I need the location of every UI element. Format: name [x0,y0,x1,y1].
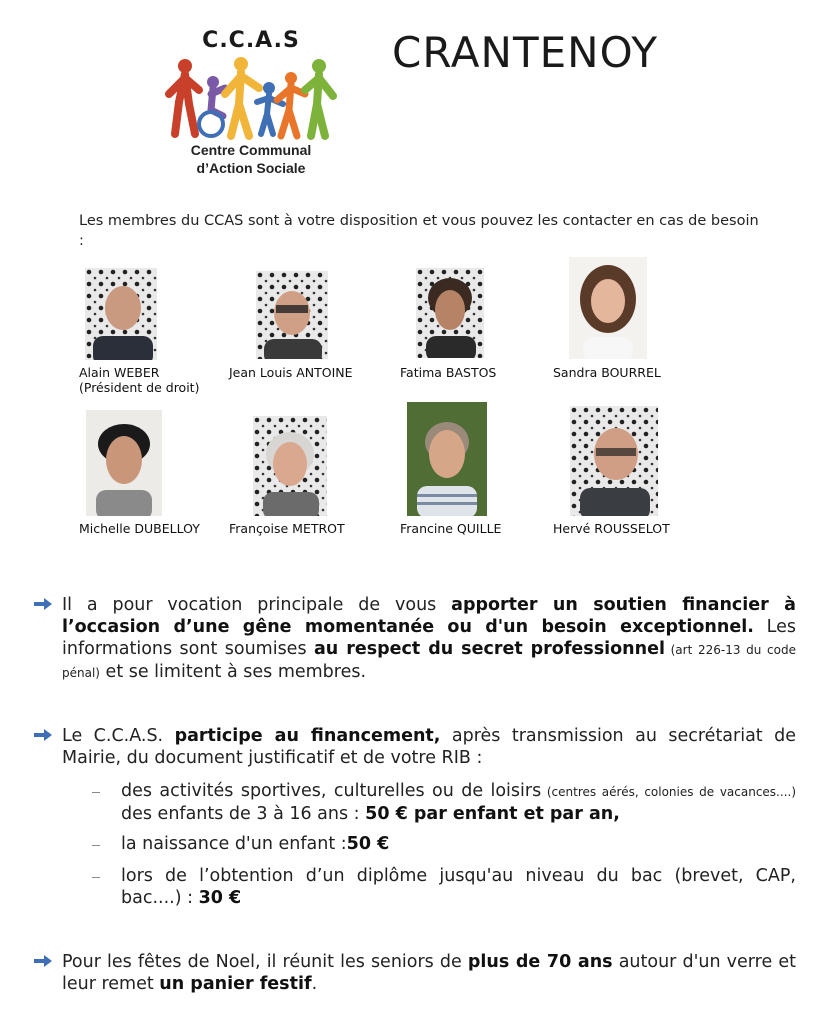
aid-item-naissance [121,833,796,855]
intro-text: Les membres du CCAS sont à votre disposition et vous pouvez les contacter en cas de besoin : [79,213,759,249]
member-photo [416,268,484,358]
text: des enfants de 3 à 16 ans : [121,804,366,824]
ccas-logo [165,28,337,180]
arrow-bullet-icon [34,955,52,967]
aid-item-diplome [121,865,796,909]
member-photo [407,402,487,516]
emphasis: plus de 70 ans [467,952,613,972]
member-role: (Président de droit) [79,380,200,395]
text: après transmission au secrétariat de Mairie, du document justificatif et de votre RIB : [62,726,796,768]
member-name: Sandra BOURREL [553,365,661,380]
arrow-bullet-icon [34,598,52,610]
member-name: Alain WEBER [79,365,160,380]
member-name: Jean Louis ANTOINE [229,365,353,380]
logo-acronym: C.C.A.S [202,28,300,53]
logo-people-graphic [165,54,337,142]
text: Il a pour vocation principale de vous [62,595,452,615]
text: Le C.C.A.S. [62,726,175,746]
member-name: Fatima BASTOS [400,365,497,380]
emphasis: au respect du secret professionnel [314,639,665,659]
member-name: Francine QUILLE [400,521,502,536]
aid-item-activities [121,780,796,825]
paragraph-financement [62,725,796,769]
emphasis: un panier festif [159,974,312,994]
member-name: Hervé ROUSSELOT [553,521,670,536]
member-name: Françoise METROT [229,521,345,536]
legal-reference: (art 226-13 du code pénal) [62,643,796,680]
text: la naissance d'un enfant : [121,834,347,854]
paragraph-vocation [62,594,796,684]
member-name: Michelle DUBELLOY [79,521,200,536]
dash-bullet [92,877,100,878]
member-photo [253,416,327,516]
text: . [311,974,318,994]
dash-bullet [92,792,100,793]
text: autour d'un verre et leur remet [62,952,796,994]
logo-line1: Centre Communal [190,142,312,158]
amount: 30 € [198,888,242,908]
emphasis: apporter un soutien financier à l’occasion d’une gêne momentanée ou d'un besoin exceptionnel. [62,595,796,637]
text: Les informations sont soumises [62,617,797,659]
member-photo [570,406,658,516]
emphasis: participe au financement, [174,726,441,746]
member-photo [86,410,162,516]
text: et se limitent à ses membres. [99,662,367,682]
text: lors de l’obtention d’un diplôme jusqu'au niveau du bac (brevet, CAP, bac....) : [121,866,796,908]
amount: 50 € [346,834,390,854]
page-title: CRANTENOY [392,28,658,77]
member-photo [569,257,647,359]
note: (centres aérés, colonies de vacances....) [541,785,797,799]
arrow-bullet-icon [34,729,52,741]
paragraph-noel [62,951,796,995]
member-photo [256,271,328,359]
text: Pour les fêtes de Noel, il réunit les seniors de [62,952,468,972]
dash-bullet [92,845,100,846]
logo-line2: d’Action Sociale [196,160,306,176]
amount: 50 € par enfant et par an, [365,804,620,824]
text: des activités sportives, culturelles ou de loisirs [121,781,542,801]
member-photo [85,268,157,360]
